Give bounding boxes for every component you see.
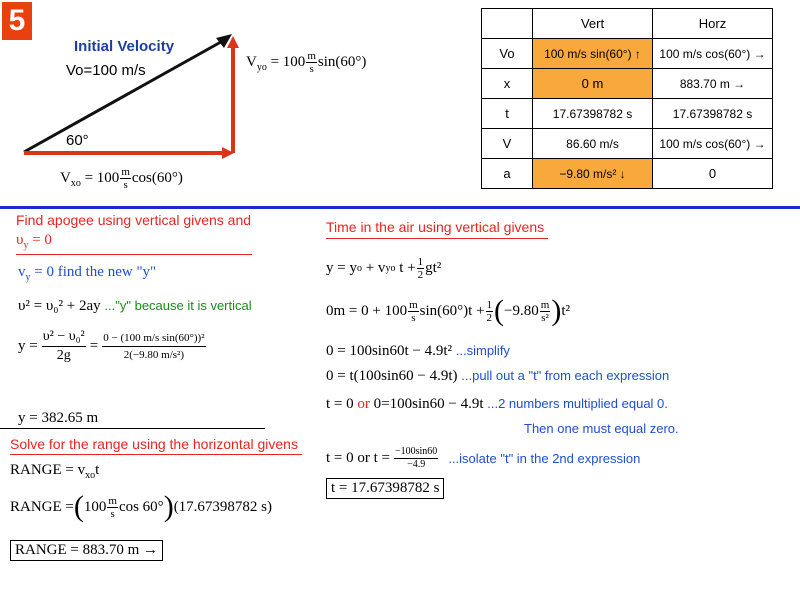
range-substitution: RANGE = ( 100 $\frac{m}{s}$ cos 60° ) (17.67398782 s) (10, 490, 273, 523)
time-result: t = 17.67398782 s (326, 478, 444, 499)
launch-angle-label: 60° (66, 132, 89, 149)
cell-horz: 0 (653, 159, 773, 189)
substituted-equation: 0m = 0 + 100 $\frac{m}{s}$ sin(60°)t + $\frac{1}{2}$ ( −9.80 $\frac{m}{\text{s²}}$ ) t² (326, 294, 570, 327)
displacement-equation: y = y o + v yo t + $\frac{1}{2}$ gt² (326, 256, 442, 281)
row-label: Vo (482, 39, 533, 69)
zero-product-equation: t = 0 or 0=100sin60 − 4.9t ...2 numbers multiplied equal 0. (326, 396, 668, 412)
range-formula: RANGE = $v_{xo}t$ (10, 462, 100, 481)
cell-vert: 17.67398782 s (533, 99, 653, 129)
cell-horz: 100 m/s cos(60°) → (653, 129, 773, 159)
cell-horz: 883.70 m → (653, 69, 773, 99)
cell-vert: 86.60 m/s (533, 129, 653, 159)
cell-horz: 100 m/s cos(60°) → (653, 39, 773, 69)
cell-vert: 100 m/s sin(60°) ↑ (533, 39, 653, 69)
table-row (482, 159, 773, 189)
row-label: a (482, 159, 533, 189)
vyo-equation: $V_{yo} = 100$ $\frac{m}{s}$ sin(60°) (246, 50, 367, 75)
section-divider (0, 206, 800, 209)
slide-number-badge: 5 (2, 2, 32, 40)
table-row (482, 69, 773, 99)
apogee-solve-equation: y = $\frac{\text{υ² − υ₀²}}{2g}$ = $\frac{\text{0 − (100 m/s sin(60°))²}}{\text{2(−9.80 m/s²)}}$ (18, 329, 205, 363)
table-header-row (482, 9, 773, 39)
table-row (482, 99, 773, 129)
table-header-cell (482, 9, 533, 39)
initial-speed-label: Vo=100 m/s (66, 62, 146, 79)
table-header-cell: Vert (533, 9, 653, 39)
apogee-find-line: $v_y = 0$ find the new "y" (18, 264, 157, 283)
row-label: x (482, 69, 533, 99)
zero-product-note: Then one must equal zero. (524, 421, 679, 436)
givens-table (481, 8, 773, 189)
diagram-title: Initial Velocity (74, 38, 175, 55)
apogee-condition: $\upsilon_y = 0$ (16, 232, 252, 255)
range-heading-underline (10, 454, 302, 455)
range-result: RANGE = 883.70 m → (10, 540, 163, 561)
isolate-t-equation: t = 0 or t = $\frac{-100\sin 60}{-4.9}$ ...isolate "t" in the 2nd expression (326, 446, 641, 470)
cell-vert: 0 m (533, 69, 653, 99)
table-row (482, 39, 773, 69)
apogee-heading: Find apogee using vertical givens and (16, 212, 252, 228)
row-label: V (482, 129, 533, 159)
range-heading: Solve for the range using the horizontal givens (10, 436, 298, 452)
row-label: t (482, 99, 533, 129)
velocity-hypotenuse-arrow (24, 38, 228, 152)
table-row (482, 129, 773, 159)
kinematic-equation: υ² = υ₀² + 2ay ..."y" because it is vertical (18, 298, 252, 314)
vxo-equation: $V_{xo} = 100$ $\frac{m}{s}$ cos(60°) (60, 166, 183, 191)
cell-vert: −9.80 m/s² ↓ (533, 159, 653, 189)
factored-equation: 0 = t(100sin60 − 4.9t) ...pull out a "t" from each expression (326, 368, 670, 384)
apogee-result: y = 382.65 m (18, 410, 99, 426)
left-divider (0, 428, 265, 429)
cell-horz: 17.67398782 s (653, 99, 773, 129)
table-header-cell: Horz (653, 9, 773, 39)
time-heading-underline (326, 238, 548, 239)
time-heading: Time in the air using vertical givens (326, 219, 545, 235)
simplified-equation: 0 = 100sin60t − 4.9t² ...simplify (326, 343, 510, 359)
